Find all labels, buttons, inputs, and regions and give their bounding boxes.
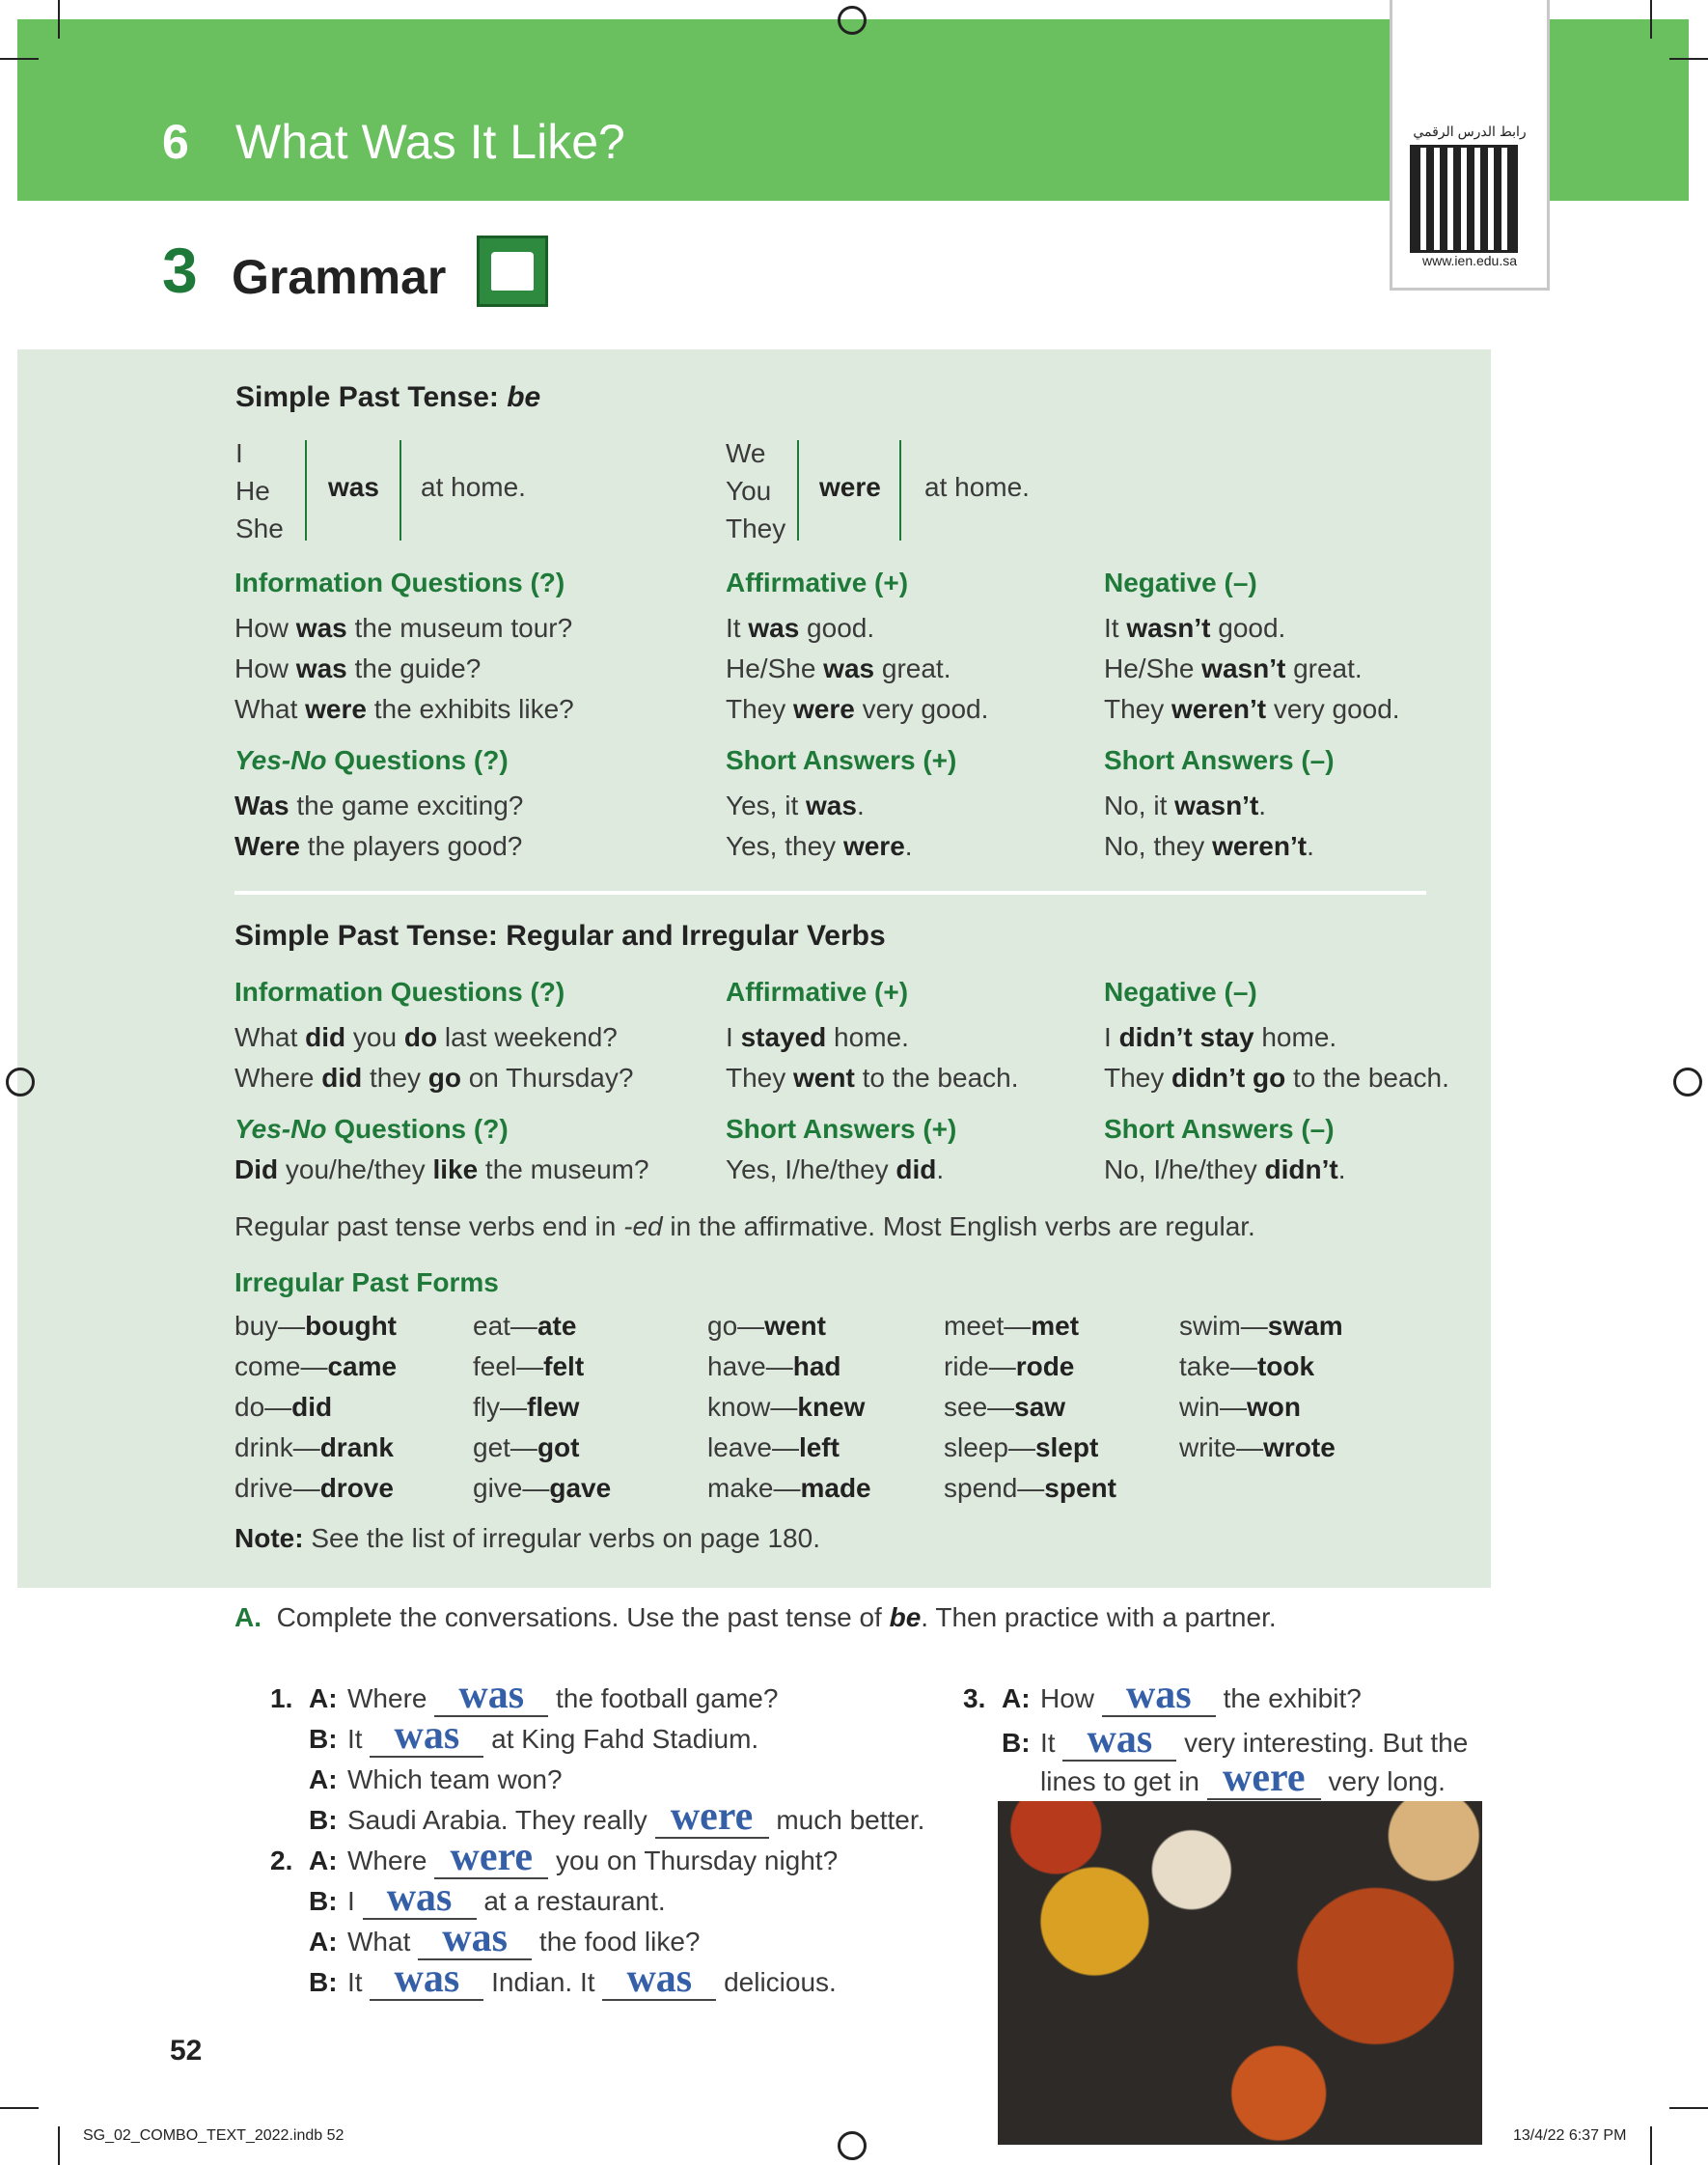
be-yes-no-heading: Yes-No Questions (?): [234, 745, 509, 775]
registration-mark-icon: [838, 2131, 867, 2160]
qr-tab[interactable]: [1390, 0, 1550, 291]
verbs-negative-list: I didn’t stay home. They didn’t go to the beach.: [1104, 1022, 1449, 1093]
grammar-book-icon: [477, 236, 548, 307]
be-short-pos-list: Yes, it was. Yes, they were.: [726, 791, 913, 861]
table-divider: [899, 440, 901, 541]
section-number: 3: [162, 235, 198, 306]
verbs-affirmative-list: I stayed home. They went to the beach.: [726, 1022, 1019, 1093]
answer-blank[interactable]: was: [370, 1962, 483, 2001]
answer-blank[interactable]: was: [363, 1881, 477, 1920]
verbs-info-questions-heading: Information Questions (?): [234, 977, 565, 1007]
footer-timestamp: 13/4/22 6:37 PM: [1513, 2127, 1627, 2144]
answer-blank[interactable]: was: [434, 1679, 548, 1717]
crop-mark: [0, 58, 39, 60]
irregular-column: meet—met ride—rode see—saw sleep—slept spend—spent: [944, 1311, 1116, 1503]
irregular-column: buy—bought come—came do—did drink—drank drive—drove: [234, 1311, 398, 1503]
answer-blank[interactable]: was: [370, 1719, 483, 1758]
section-title: Grammar: [232, 250, 447, 304]
answer-blank[interactable]: were: [655, 1800, 769, 1839]
page-number: 52: [170, 2035, 203, 2067]
be-yes-no-list: Was the game exciting? Were the players good?: [234, 791, 524, 861]
unit-number: 6: [162, 115, 189, 169]
singular-subjects: I He She: [235, 438, 284, 543]
be-info-questions-list: How was the museum tour? How was the guide? What were the exhibits like?: [234, 613, 574, 724]
exercise-instruction: A. Complete the conversations. Use the past tense of be. Then practice with a partner.: [234, 1602, 1277, 1632]
verbs-table-title: Simple Past Tense: Regular and Irregular Verbs: [234, 920, 886, 952]
irregular-column: eat—ate feel—felt fly—flew get—got give—gave: [473, 1311, 612, 1503]
irregular-forms-heading: Irregular Past Forms: [234, 1267, 499, 1297]
irregular-column: swim—swam take—took win—won write—wrote: [1179, 1311, 1343, 1462]
answer-blank[interactable]: was: [602, 1962, 716, 2001]
crop-mark: [1669, 2107, 1708, 2109]
be-affirmative-list: It was good. He/She was great. They were very good.: [726, 613, 989, 724]
be-affirmative-heading: Affirmative (+): [726, 568, 909, 597]
qr-url[interactable]: www.ien.edu.sa: [1421, 253, 1518, 268]
be-info-questions-heading: Information Questions (?): [234, 568, 565, 597]
verbs-short-pos-heading: Short Answers (+): [726, 1114, 957, 1144]
plural-verb: were: [819, 472, 881, 502]
crop-mark: [0, 2107, 39, 2109]
registration-mark-icon: [6, 1068, 35, 1096]
be-negative-heading: Negative (–): [1104, 568, 1257, 597]
table-divider: [305, 440, 307, 541]
answer-blank[interactable]: was: [1062, 1723, 1176, 1762]
singular-verb: was: [328, 472, 379, 502]
verbs-info-questions-list: What did you do last weekend? Where did they go on Thursday?: [234, 1022, 634, 1093]
regular-verbs-note: Regular past tense verbs end in -ed in the affirmative. Most English verbs are regular.: [234, 1211, 1255, 1241]
qr-code-icon[interactable]: [1410, 145, 1518, 253]
verbs-short-pos-answer: Yes, I/he/they did.: [726, 1154, 945, 1184]
verbs-yes-no-question: Did you/he/they like the museum?: [234, 1154, 649, 1184]
verbs-affirmative-heading: Affirmative (+): [726, 977, 909, 1007]
crop-mark: [1669, 58, 1708, 60]
conversation-1-2: 1. A: Where was the football game? B: It was at King Fahd Stadium. A: Which team won? B: Saudi Arabia. They really were much better. 2. A: Where were you on Thursday night? B: I was at a restaurant. A: What was the food like? B: It was Indian. It was delicious.: [270, 1673, 925, 2001]
irregular-column: go—went have—had know—knew leave—left make—made: [707, 1311, 871, 1503]
verbs-yes-no-heading: Yes-No Questions (?): [234, 1114, 509, 1144]
answer-blank[interactable]: were: [1207, 1762, 1321, 1800]
registration-mark-icon: [1673, 1068, 1702, 1096]
table-divider: [399, 440, 401, 541]
qr-caption: رابط الدرس الرقمي: [1413, 124, 1527, 139]
panel-divider: [234, 891, 1426, 895]
verbs-negative-heading: Negative (–): [1104, 977, 1257, 1007]
plural-complement: at home.: [924, 472, 1030, 502]
registration-mark-icon: [838, 6, 867, 35]
crop-mark: [58, 2126, 60, 2165]
food-photo: [998, 1801, 1482, 2145]
crop-mark: [1650, 2126, 1652, 2165]
be-short-neg-list: No, it wasn’t. No, they weren’t.: [1104, 791, 1314, 861]
answer-blank[interactable]: were: [434, 1841, 548, 1879]
table-divider: [797, 440, 799, 541]
singular-complement: at home.: [421, 472, 526, 502]
crop-mark: [58, 0, 60, 39]
conversation-3: 3. A: How was the exhibit? B: It was very interesting. But the lines to get in were very long.: [963, 1673, 1469, 1800]
plural-subjects: We You They: [726, 438, 786, 543]
unit-title: What Was It Like?: [235, 115, 625, 169]
footer-file-info: SG_02_COMBO_TEXT_2022.indb 52: [83, 2127, 344, 2144]
verbs-short-neg-answer: No, I/he/they didn’t.: [1104, 1154, 1346, 1184]
be-short-pos-heading: Short Answers (+): [726, 745, 957, 775]
be-negative-list: It wasn’t good. He/She wasn’t great. They weren’t very good.: [1104, 613, 1400, 724]
answer-blank[interactable]: was: [418, 1922, 532, 1960]
be-short-neg-heading: Short Answers (–): [1104, 745, 1335, 775]
crop-mark: [1650, 0, 1652, 39]
answer-blank[interactable]: was: [1102, 1679, 1216, 1717]
irregular-note: Note: See the list of irregular verbs on page 180.: [234, 1523, 820, 1553]
be-table-title: Simple Past Tense: be: [235, 381, 541, 413]
verbs-short-neg-heading: Short Answers (–): [1104, 1114, 1335, 1144]
